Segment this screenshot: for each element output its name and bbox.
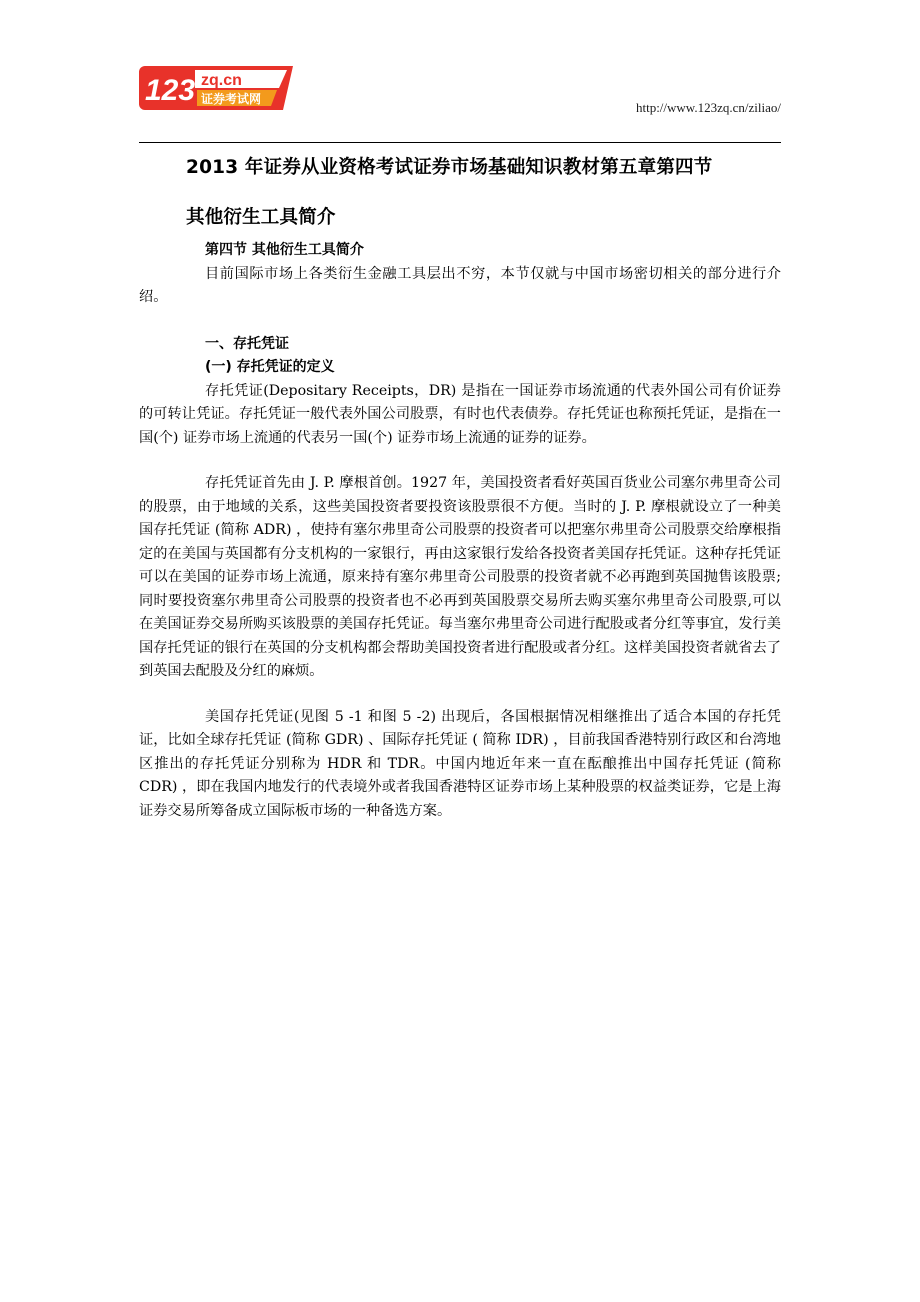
spacer — [139, 684, 781, 706]
intro-paragraph: 目前国际市场上各类衍生金融工具层出不穷，本节仅就与中国市场密切相关的部分进行介绍。 — [139, 265, 781, 305]
site-logo[interactable] — [139, 64, 293, 114]
document-body — [139, 239, 781, 823]
body-paragraph: 存托凭证(Depositary Receipts，DR) 是指在一国证券市场流通的代表外国公司有价证券的可转让凭证。存托凭证一般代表外国公司股票，有时也代表债券。存托凭证也称预托凭证，是指在一国(个) 证券市场上流通的代表另一国(个) 证券市场上流通的证券的证券。 — [139, 382, 781, 446]
document-title-line-1: 2013 年证券从业资格考试证券市场基础知识教材第五章第四节 — [186, 157, 713, 178]
logo-site-name: 证券考试网 — [201, 92, 262, 106]
spacer — [139, 310, 781, 333]
header-url-link[interactable]: http://www.123zq.cn/ziliao/ — [635, 100, 781, 115]
document-title-line-2: 其他衍生工具简介 — [186, 207, 336, 228]
sub-heading: 一、存托凭证 — [205, 335, 289, 352]
logo-number: 123 — [145, 74, 196, 107]
logo-graphic — [139, 64, 293, 114]
page-header — [139, 64, 781, 144]
spacer — [139, 450, 781, 472]
sub-sub-heading: (一) 存托凭证的定义 — [205, 359, 335, 375]
body-paragraph: 美国存托凭证(见图 5 -1 和图 5 -2) 出现后，各国根据情况相继推出了适合本国的存托凭证，比如全球存托凭证 (简称 GDR) 、国际存托凭证 ( 简称 IDR) ，目前我国香港特别行政区和台湾地区推出的存托凭证分别称为 HDR 和 TDR。中国内地近年来一直在酝酿推出中国存托凭证 (简称 CDR) ，即在我国内地发行的代表境外或者我国香港特区证券市场上某种股票的权益类证券，它是上海证券交易所筹备成立国际板市场的一种备选方案。 — [139, 708, 781, 819]
section-heading: 第四节 其他衍生工具简介 — [205, 242, 364, 258]
logo-domain: zq.cn — [201, 72, 242, 89]
header-divider — [139, 142, 781, 143]
body-paragraph: 存托凭证首先由 J. P. 摩根首创。1927 年，美国投资者看好英国百货业公司塞尔弗里奇公司的股票，由于地域的关系，这些美国投资者要投资该股票很不方便。当时的 J. P. 摩根就设立了一种美国存托凭证 (简称 ADR) ，使持有塞尔弗里奇公司股票的投资者可以把塞尔弗里奇公司股票交给摩根指定的在美国与英国都有分支机构的一家银行，再由这家银行发给各投资者美国存托凭证。这种存托凭证可以在美国的证券市场上流通，原来持有塞尔弗里奇公司股票的投资者就不必再跑到英国抛售该股票;同时要投资塞尔弗里奇公司股票的投资者也不必再到英国股票交易所去购买塞尔弗里奇公司股票,可以在美国证券交易所购买该股票的美国存托凭证。每当塞尔弗里奇公司进行配股或者分红等事宜，发行美国存托凭证的银行在英国的分支机构都会帮助美国投资者进行配股或者分红。这样美国投资者就省去了到英国去配股及分红的麻烦。 — [139, 475, 781, 679]
